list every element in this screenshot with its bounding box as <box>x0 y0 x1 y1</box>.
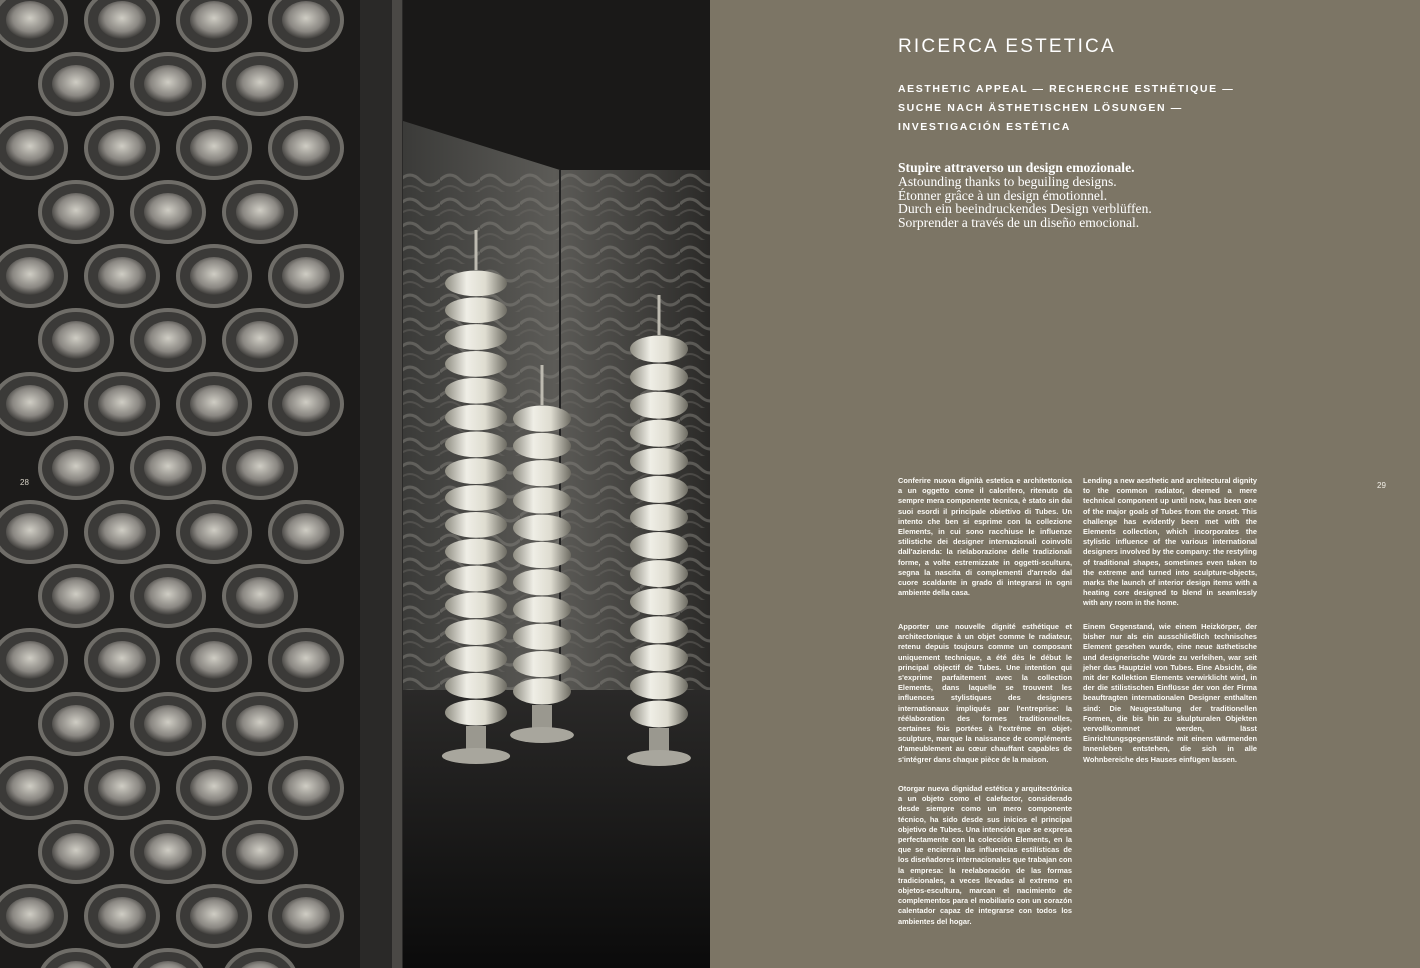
subtitle-line: INVESTIGACIÓN ESTÉTICA <box>898 121 1071 133</box>
panel-hole <box>98 897 146 935</box>
subtitle-line: AESTHETIC APPEAL — RECHERCHE ESTHÉTIQUE — <box>898 83 1235 95</box>
panel-hole <box>190 897 238 935</box>
panel-hole <box>6 641 54 679</box>
panel-hole <box>144 833 192 871</box>
panel-hole <box>144 705 192 743</box>
body-text-german: Einem Gegenstand, wie einem Heizkörper, der bisher nur als ein ausschließlich technisches Element gesehen wurde, eine neue ästhetische und designerische Würde zu verleihen, war seit jeher das Hauptziel von Tubes. Eine Absicht, die mit der Kollektion Elements verwirklicht wird, in der die stilistischen Einflüsse der von der Firma beauftragten internationalen Designer enthalten sind: Die Neugestaltung der traditionellen Formen, die bis hin zu skulpturalen Objekten vervollkommnet werden, lässt Einrichtungsgegenstände mit einem wärmenden Innenleben entstehen, die sich in alle Wohnbereiche des Hauses einfügen lassen. <box>1083 622 1257 764</box>
panel-hole <box>190 769 238 807</box>
panel-hole <box>236 321 284 359</box>
intro-line: Durch ein beeindruckendes Design verblüffen. <box>898 201 1152 217</box>
panel-hole <box>98 513 146 551</box>
intro-line: Sorprender a través de un diseño emocional. <box>898 215 1140 231</box>
tube-radiator <box>510 365 574 743</box>
panel-hole <box>190 385 238 423</box>
panel-hole <box>6 129 54 167</box>
panel-hole <box>282 257 330 295</box>
panel-hole <box>236 833 284 871</box>
panel-hole <box>6 385 54 423</box>
panel-hole <box>282 129 330 167</box>
intro-lead: Stupire attraverso un design emozionale. <box>898 160 1135 175</box>
intro-line: Étonner grâce à un design émotionnel. <box>898 187 1108 203</box>
panel-hole <box>190 129 238 167</box>
panel-hole <box>144 449 192 487</box>
panel-hole <box>6 257 54 295</box>
panel-hole <box>282 897 330 935</box>
panel-hole <box>282 385 330 423</box>
tube-radiator <box>442 230 510 764</box>
panel-hole <box>6 769 54 807</box>
panel-hole <box>190 641 238 679</box>
text-page <box>710 0 1420 968</box>
panel-hole <box>52 833 100 871</box>
panel-hole <box>282 769 330 807</box>
panel-hole <box>282 513 330 551</box>
panel-hole <box>144 193 192 231</box>
panel-hole <box>236 449 284 487</box>
panel-hole <box>98 641 146 679</box>
panel-hole <box>52 321 100 359</box>
panel-hole <box>144 65 192 103</box>
panel-hole <box>144 577 192 615</box>
panel-hole <box>52 193 100 231</box>
body-text-italian: Conferire nuova dignità estetica e architettonica a un oggetto come il calorifero, ritenuto da sempre mera componente tecnica, è stato sin dai suoi esordi il principale obiettivo di Tubes. Un intento che ben si esprime con la collezione Elements, in cui sono racchiuse le influenze stilistiche dei designer internazionali coinvolti dall'azienda: la rielaborazione delle tradizionali forme, a volte estremizzate in oggetti-scultura, segna la nascita di complementi d'arredo dal cuore scaldante in grado di integrarsi in ogni ambiente della casa. <box>898 476 1072 598</box>
panel-hole <box>282 641 330 679</box>
panel-hole <box>98 1 146 39</box>
left-page-number: 28 <box>20 478 29 487</box>
intro-block <box>898 161 1198 230</box>
panel-hole <box>6 897 54 935</box>
panel-hole <box>6 513 54 551</box>
intro-line: Astounding thanks to beguiling designs. <box>898 173 1117 189</box>
page-title: RICERCA ESTETICA <box>898 36 1116 57</box>
panel-hole <box>98 769 146 807</box>
panel-hole <box>98 257 146 295</box>
panel-hole <box>190 257 238 295</box>
panel-hole <box>52 705 100 743</box>
panel-hole <box>282 1 330 39</box>
panel-hole <box>236 193 284 231</box>
right-page-number: 29 <box>1377 481 1386 490</box>
body-text-english: Lending a new aesthetic and architectural dignity to the common radiator, deemed a mere technical component up until now, has been one of the major goals of Tubes from the onset. This challenge has evidently been met with the Elements collection, which incorporates the stylistic influence of the various international designers involved by the company: the restyling of traditional shapes, sometimes even taken to the extreme and turned into sculpture-objects, marks the launch of interior design items with a heating core designed to blend in seamlessly with any room in the home. <box>1083 476 1257 608</box>
body-text-french: Apporter une nouvelle dignité esthétique et architectonique à un objet comme le radiateur, retenu depuis toujours comme un composant uniquement technique, a été dès le début le principal objectif de Tubes. Une intention qui s'exprime parfaitement avec la collection Elements, dans laquelle se trouvent les influences stylistiques des designers internationaux impliqués par l'entreprise: la réélaboration des formes traditionnelles, certaines fois portées à l'extrême en objet-sculpture, marque la naissance de compléments d'ameublement au cœur chauffant capables de s'intégrer dans chaque pièce de la maison. <box>898 622 1072 764</box>
panel-hole <box>190 513 238 551</box>
body-text-spanish: Otorgar nueva dignidad estética y arquitectónica a un objeto como el calefactor, considerado desde siempre como un mero componente técnico, ha sido desde sus inicios el principal objetivo de Tubes. Una intención que se expresa perfectamente con la colección Elements, en la que se encierran las influencias estilísticas de los diseñadores internacionales que trabajan con la empresa: la reelaboración de las formas tradicionales, a veces llevadas al extremo en objetos-escultura, marcan el nacimiento de complementos para el mobiliario con un corazón calentador capaz de integrarse con todos los ambientes del hogar. <box>898 784 1072 926</box>
panel-hole <box>236 577 284 615</box>
panel-hole <box>98 385 146 423</box>
panel-hole <box>236 65 284 103</box>
subtitle-line: SUCHE NACH ÄSTHETISCHEN LÖSUNGEN — <box>898 102 1183 114</box>
panel-hole <box>52 449 100 487</box>
panel-hole <box>6 1 54 39</box>
panel-hole <box>52 65 100 103</box>
panel-hole <box>98 129 146 167</box>
panel-hole <box>190 1 238 39</box>
multilingual-subtitle <box>898 80 1238 137</box>
panel-hole <box>236 705 284 743</box>
panel-hole <box>52 577 100 615</box>
panel-hole <box>144 321 192 359</box>
